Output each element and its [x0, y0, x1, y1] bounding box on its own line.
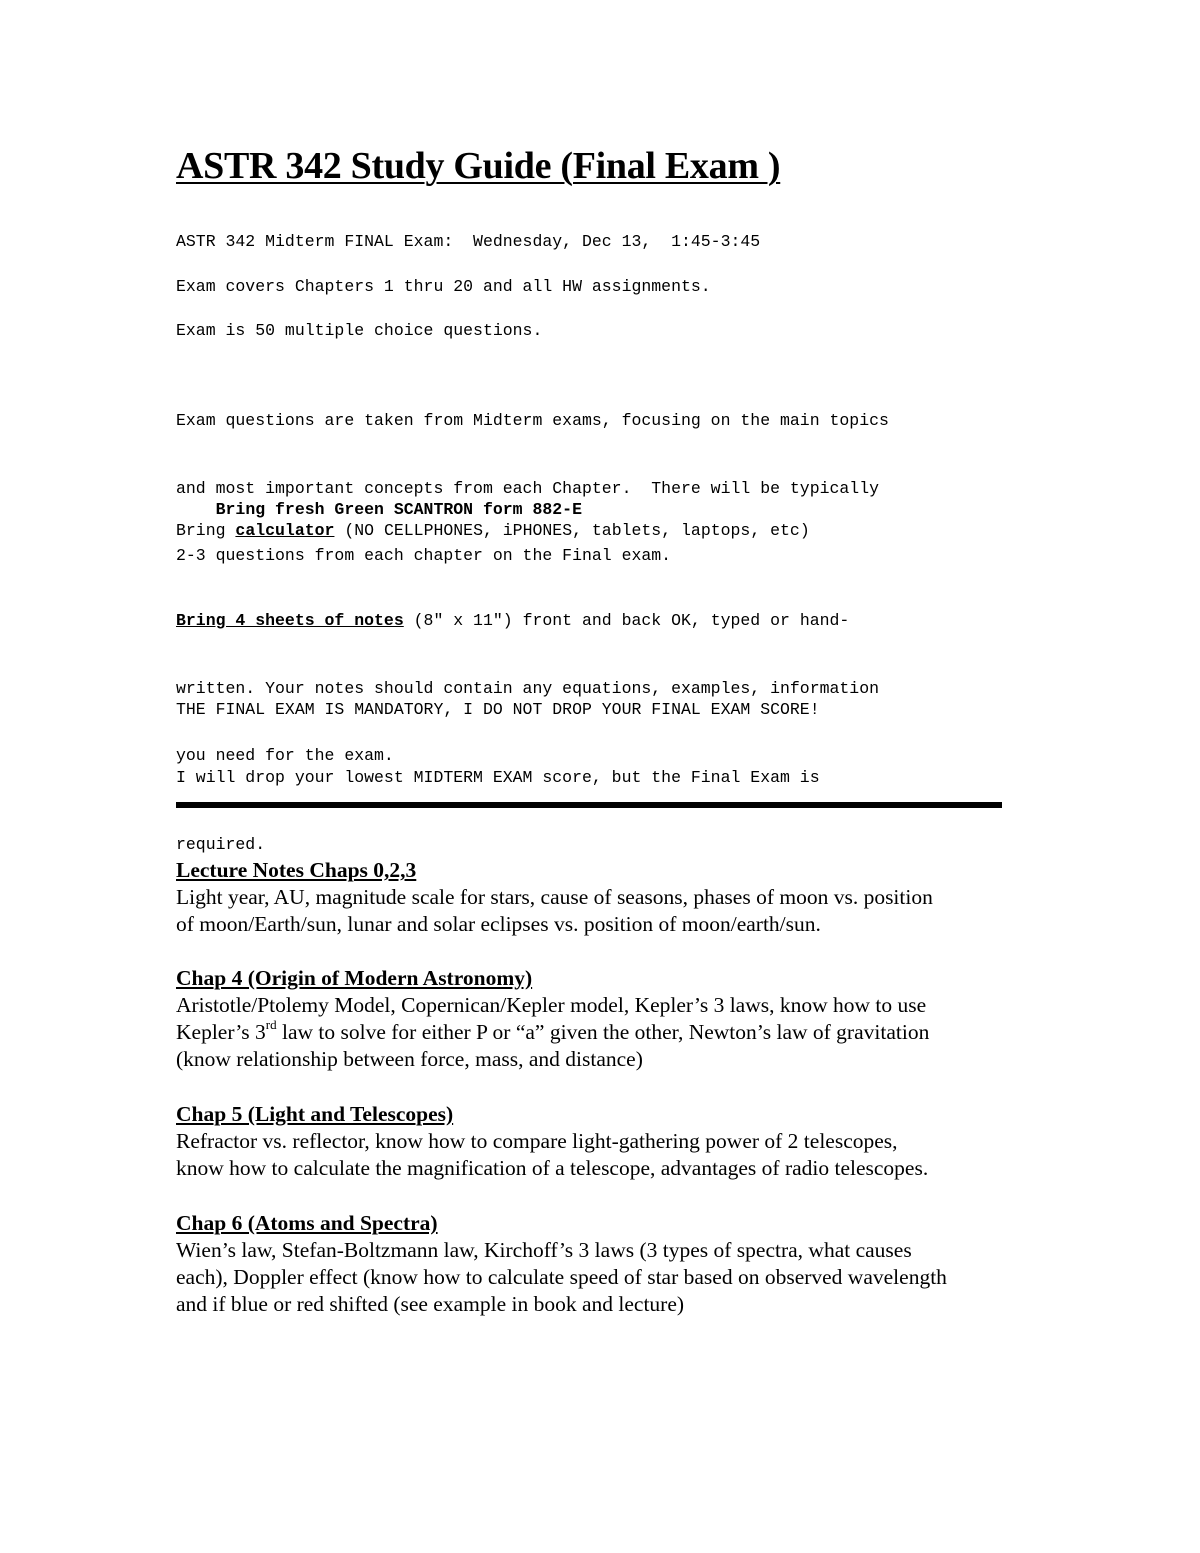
- section-line: know how to calculate the magnification of a telescope, advantages of radio telescopes.: [176, 1156, 929, 1180]
- section-line: Aristotle/Ptolemy Model, Copernican/Kepler model, Kepler’s 3 laws, know how to use: [176, 993, 927, 1017]
- section-heading: Chap 4 (Origin of Modern Astronomy): [176, 966, 533, 990]
- kepler-suffix: law to solve for either P or “a” given the other, Newton’s law of gravitation: [276, 1020, 930, 1044]
- paragraph-line: you need for the exam.: [176, 746, 394, 765]
- notes-emphasis: Bring 4 sheets of notes: [176, 611, 404, 630]
- notes-line-rest: (8" x 11") front and back OK, typed or hand-: [403, 611, 850, 630]
- exam-date-line: ASTR 342 Midterm FINAL Exam: Wednesday, Dec 13, 1:45-3:45: [176, 232, 761, 251]
- horizontal-divider: [176, 802, 1002, 808]
- section-line: each), Doppler effect (know how to calculate speed of star based on observed wavelength: [176, 1265, 947, 1289]
- section-line: [176, 1016, 1036, 1046]
- paragraph-line: [176, 610, 879, 633]
- section-line: Wien’s law, Stefan-Boltzmann law, Kirchoff’s 3 laws (3 types of spectra, what causes: [176, 1238, 912, 1262]
- section-heading: Lecture Notes Chaps 0,2,3: [176, 858, 417, 882]
- section-chap-5: [176, 1101, 1036, 1182]
- paragraph-line: I will drop your lowest MIDTERM EXAM score, but the Final Exam is: [176, 767, 820, 787]
- calculator-prefix: Bring: [176, 521, 236, 540]
- paragraph-line: Exam questions are taken from Midterm exams, focusing on the main topics: [176, 411, 889, 430]
- section-line: of moon/Earth/sun, lunar and solar eclipses vs. position of moon/earth/sun.: [176, 912, 821, 936]
- section-line: Light year, AU, magnitude scale for stars, cause of seasons, phases of moon vs. position: [176, 885, 933, 909]
- section-chaps-0-2-3: [176, 857, 1036, 938]
- exam-coverage-line: Exam covers Chapters 1 thru 20 and all HW assignments.: [176, 277, 711, 296]
- calculator-emphasis: calculator: [235, 521, 335, 540]
- paragraph-line: required.: [176, 835, 266, 854]
- section-heading: Chap 5 (Light and Telescopes): [176, 1102, 454, 1126]
- ordinal-superscript: rd: [265, 1016, 277, 1032]
- section-line: (know relationship between force, mass, and distance): [176, 1047, 643, 1071]
- section-chap-4: [176, 965, 1036, 1073]
- calculator-line: [176, 520, 810, 543]
- paragraph-line: written. Your notes should contain any equations, examples, information: [176, 678, 880, 698]
- exam-format-line: Exam is 50 multiple choice questions.: [176, 321, 543, 340]
- paragraph-line: THE FINAL EXAM IS MANDATORY, I DO NOT DROP YOUR FINAL EXAM SCORE!: [176, 700, 820, 719]
- page-title: ASTR 342 Study Guide (Final Exam ): [176, 145, 781, 187]
- calculator-suffix: (NO CELLPHONES, iPHONES, tablets, laptops, etc): [334, 521, 810, 540]
- scantron-text: Bring fresh Green SCANTRON form 882-E: [215, 499, 582, 519]
- section-line: Refractor vs. reflector, know how to compare light-gathering power of 2 telescopes,: [176, 1129, 898, 1153]
- section-line: and if blue or red shifted (see example in book and lecture): [176, 1292, 685, 1316]
- paragraph-line: and most important concepts from each Chapter. There will be typically: [176, 478, 880, 498]
- paragraph-line: 2-3 questions from each chapter on the Final exam.: [176, 546, 672, 565]
- section-heading: Chap 6 (Atoms and Spectra): [176, 1211, 438, 1235]
- kepler-prefix: Kepler’s 3: [176, 1020, 266, 1044]
- section-chap-6: [176, 1210, 1036, 1318]
